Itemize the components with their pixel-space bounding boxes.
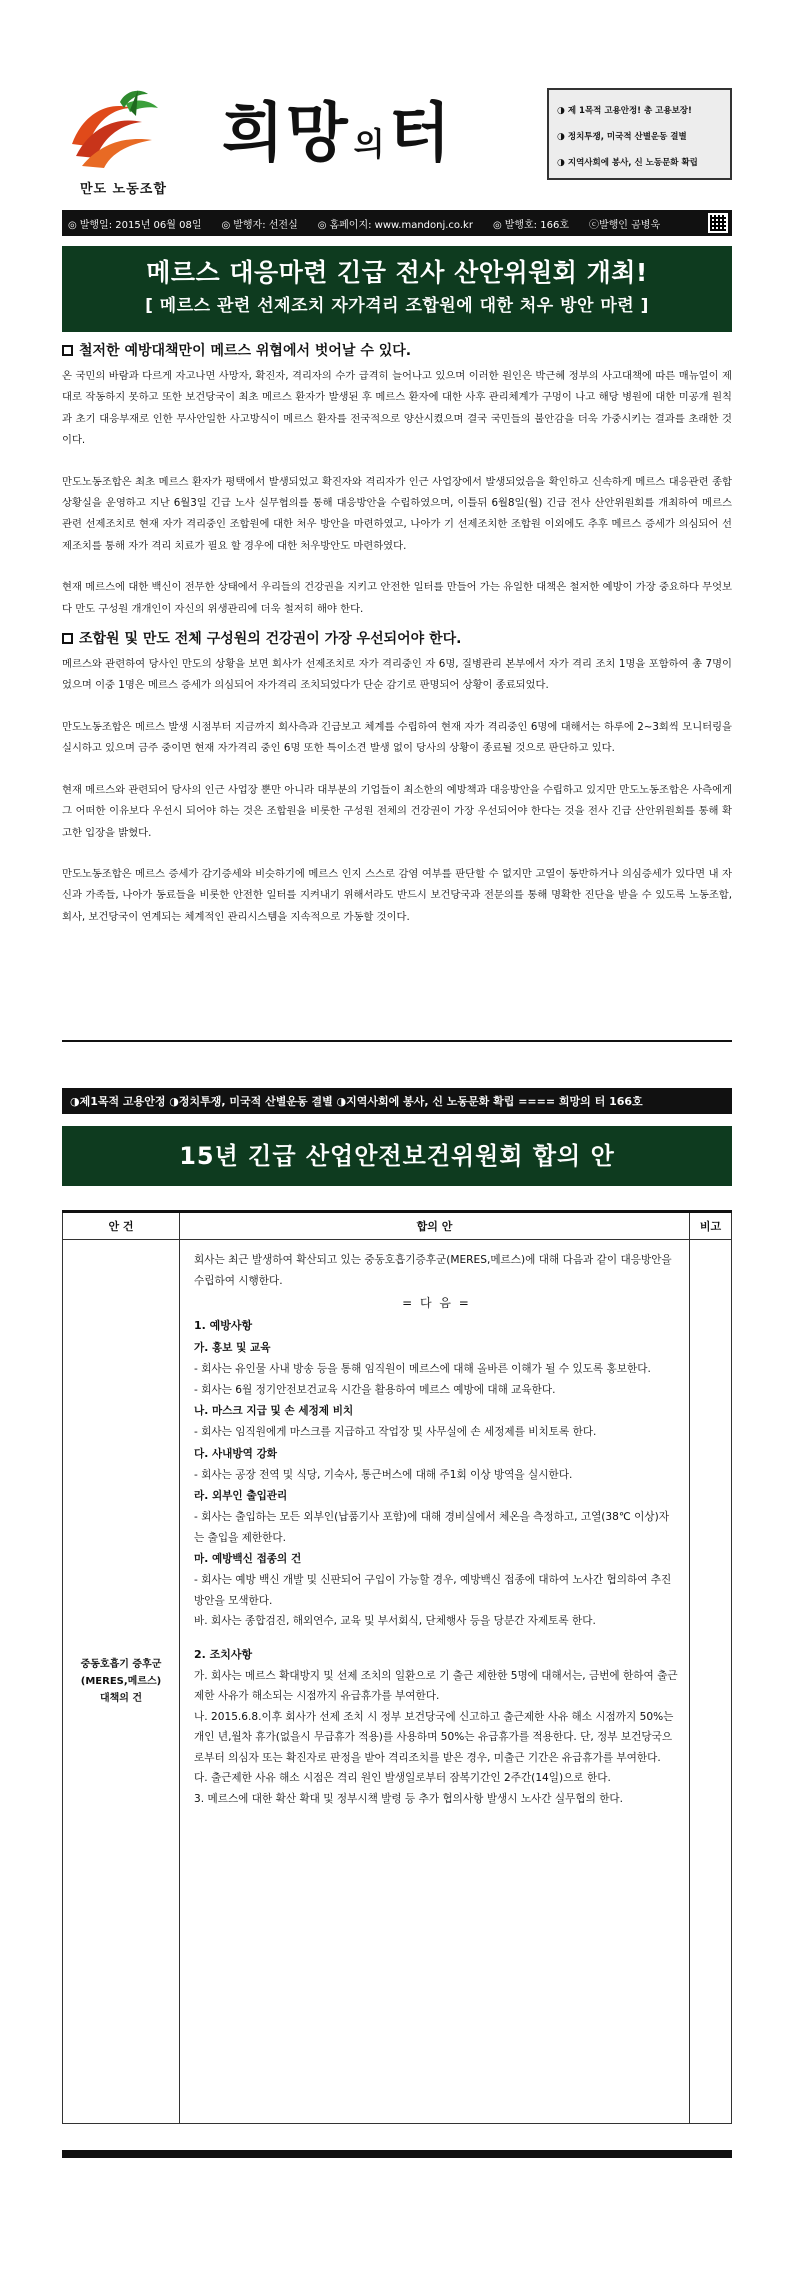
circle-dot-icon: ◎ (68, 219, 77, 231)
title-part1: 희망 (222, 97, 350, 171)
issue-number: ◎ 발행호: 166호 (492, 219, 569, 231)
agreement-subsection-title: 나. 마스크 지급 및 손 세정제 비치 (194, 1405, 354, 1417)
agreement-title: 15년 긴급 산업안전보건위원회 합의 안 (62, 1126, 732, 1186)
agreement-line: 3. 메르스에 대한 확산 확대 및 정부시책 발령 등 추가 협의사항 발생시 노사간 실무협의 한다. (194, 1792, 624, 1805)
paragraph: 현재 메르스와 관련되어 당사의 인근 사업장 뿐만 아니라 대부분의 기업들이 최소한의 예방책과 대응방안을 수립하고 있지만 만도노동조합은 사측에게 그 어떠한 이유보다 우선시 되어야 하는 것은 조합원을 비롯한 구성원 전체의 건강권이 가장 우선되어야 한다는 것을 전사 긴급 산안위원회를 통해 확고한 입장을 밝혔다. (62, 783, 732, 839)
paragraph: 현재 메르스에 대한 백신이 전무한 상태에서 우리들의 건강권을 지키고 안전한 일터를 만들어 가는 유일한 대책은 철저한 예방이 가장 중요하다 무엇보다 만도 구성원 개개인이 자신의 위생관리에 더욱 철저히 해야 한다. (62, 581, 732, 615)
masthead (62, 86, 732, 201)
paragraph: 만도노동조합은 메르스 증세가 감기증세와 비슷하기에 메르스 인지 스스로 감염 여부를 판단할 수 없지만 고열이 동반하거나 의심증세가 있다면 내 자신과 가족들, 나아가 동료들을 비롯한 안전한 일터를 지켜내기 위해서라도 반드시 보건당국과 전문의를 통해 명확한 진단을 받을 수 있도록 노동조합, 회사, 보건당국이 연계되는 체계적인 관리시스템을 지속적으로 가동할 것이다. (62, 867, 732, 923)
square-bullet-icon (62, 633, 73, 644)
title-connector: 의 (353, 125, 385, 163)
header-agenda: 안 건 (63, 1212, 180, 1240)
headline-subtitle: [ 메르스 관련 선제조치 자가격리 조합원에 대한 처우 방안 마련 ] (145, 296, 649, 316)
publisher: ◎ 발행자: 선전실 (221, 219, 298, 231)
slogan-bar: ◑제1목적 고용안정 ◑정치투쟁, 미국적 산별운동 결별 ◑지역사회에 봉사, 신 노동문화 확립 ==== 희망의 터 166호 (62, 1088, 732, 1114)
circle-dot-icon: ◎ (221, 219, 231, 231)
issue-date: ◎ 발행일: 2015년 06월 08일 (68, 219, 202, 231)
agreement-subsection-title: 다. 사내방역 강화 (194, 1447, 278, 1460)
table-header-row (63, 1212, 732, 1240)
slogan-box (547, 88, 732, 180)
headline-title: 메르스 대응마련 긴급 전사 산안위원회 개최! (146, 258, 648, 287)
union-logo-icon (66, 86, 166, 172)
square-bullet-icon (62, 345, 73, 356)
agreement-line: - 회사는 6월 정기안전보건교육 시간을 활용하여 메르스 예방에 대해 교육한다. (194, 1383, 556, 1396)
agenda-cell: 중동호흡기 증후군 (MERES,메르스) 대책의 건 (63, 1240, 180, 2124)
bullet-icon: ◑ (557, 158, 565, 168)
header-agreement: 합의 안 (180, 1212, 690, 1240)
agreement-line: - 회사는 출입하는 모든 외부인(납품기사 포함)에 대해 경비실에서 체온을 측정하고, 고열(38℃ 이상)자는 출입을 제한한다. (194, 1511, 670, 1544)
section-heading: 철저한 예방대책만이 메르스 위협에서 벗어날 수 있다. (62, 340, 732, 362)
agreement-line: - 회사는 예방 백신 개발 및 신판되어 구입이 가능할 경우, 예방백신 접종에 대하여 노사간 협의하여 추진방안을 모색한다. (194, 1574, 672, 1607)
bullet-icon: ◑ (557, 132, 565, 142)
agreement-line: 나. 2015.6.8.이후 회사가 선제 조치 시 정부 보건당국에 신고하고 출근제한 사유 해소 시점까지 50%는 개인 년,월차 휴가(없을시 무급휴가 적용)를 사용하며 50%는 유급휴가를 적용한다. 단, 정부 보건당국으로부터 의심자 또는 확진자로 판정을 받아 격리조치를 받은 경우, 미출근 기간은 유급휴가를 부여한다. (194, 1710, 674, 1764)
paragraph: 만도노동조합은 메르스 발생 시점부터 지금까지 회사측과 긴급보고 체계를 수립하여 현재 자가 격리중인 6명에 대해서는 하루에 2~3회씩 모니터링을 실시하고 있으며 금주 중이면 현재 자가격리 중인 6명 또한 특이소견 발생 없이 당사의 상황이 종료될 것으로 판단하고 있다. (62, 720, 732, 755)
slogan-line: ◑ 정치투쟁, 미국적 산별운동 결별 (557, 132, 687, 142)
agreement-line: 다. 출근제한 사유 해소 시점은 격리 원인 발생일로부터 잠복기간인 2주간(14일)으로 한다. (194, 1772, 611, 1784)
circle-dot-icon: ◎ (492, 219, 502, 231)
agreement-line: - 회사는 임직원에게 마스크를 지급하고 작업장 및 사무실에 손 세정제를 비치토록 한다. (194, 1426, 597, 1438)
header-note: 비고 (690, 1212, 732, 1240)
agreement-line: - 회사는 공장 전역 및 식당, 기숙사, 통근버스에 대해 주1회 이상 방역을 실시한다. (194, 1468, 573, 1481)
agreement-section-title: 1. 예방사항 (194, 1319, 253, 1332)
agreement-table (62, 1210, 732, 2124)
newsletter-title (222, 92, 452, 176)
bottom-rule (62, 2150, 732, 2158)
agreement-intro: 회사는 최근 발생하여 확산되고 있는 중동호흡기증후군(MERES,메르스)에 대해 다음과 같이 대응방안을 수립하여 시행한다. (194, 1254, 672, 1287)
agreement-line: 바. 회사는 종합검진, 해외연수, 교육 및 부서회식, 단체행사 등을 당분간 자제토록 한다. (194, 1615, 596, 1627)
agreement-subsection-title: 마. 예방백신 접종의 건 (194, 1553, 302, 1565)
agreement-subsection-title: 가. 홍보 및 교육 (194, 1342, 271, 1354)
bullet-icon: ◑ (557, 106, 565, 116)
union-name: 만도 노동조합 (80, 182, 167, 197)
page-divider (62, 1040, 732, 1042)
paragraph: 만도노동조합은 최초 메르스 환자가 평택에서 발생되었고 확진자와 격리자가 인근 사업장에서 발생되었음을 확인하고 신속하게 메르스 대응관련 종합 상황실을 운영하고 지난 6월3일 긴급 노사 실무협의를 통해 대응방안을 수립하였으며, 이틀뒤 6월8일(월) 긴급 전사 산안위원회를 개최하여 메르스 관련 선제조치로 현재 자가 격리중인 조합원에 대한 처우 방안을 마련하였고, 나아가 기 선제조치한 조합원 이외에도 추후 메르스 증세가 의심되어 선제조치를 통해 자가 격리 치료가 필요 할 경우에 대한 처우방안도 마련하였다. (62, 475, 733, 552)
agreement-subsection-title: 라. 외부인 출입관리 (194, 1490, 288, 1502)
qr-code-icon (708, 213, 728, 233)
headline-banner (62, 246, 732, 332)
agreement-line: 가. 회사는 메르스 확대방지 및 선제 조치의 일환으로 기 출근 제한한 5명에 대해서는, 금번에 한하여 출근제한 사유가 해소되는 시점까지 유급휴가를 부여한다. (194, 1669, 678, 1702)
section-heading: 조합원 및 만도 전체 구성원의 건강권이 가장 우선되어야 한다. (62, 628, 732, 650)
slogan-line: ◑ 지역사회에 봉사, 신 노동문화 확립 (557, 158, 698, 168)
paragraph: 온 국민의 바람과 다르게 자고나면 사망자, 확진자, 격리자의 수가 급격히 늘어나고 있으며 이러한 원인은 박근혜 정부의 사고대책에 따른 매뉴얼이 제대로 작동하지 못하고 또한 보건당국이 최초 메르스 환자가 발생된 후 메르스 환자에 대한 사후 관리체계가 구멍이 나고 해당 병원에 대한 미공개 원칙과 초기 대응부재로 인한 무사안일한 사고방식이 메르스 환자를 전국적으로 양산시켰으며 결국 국민들의 불안감을 더욱 가중시키는 결과를 초래한 것이다. (62, 370, 732, 447)
title-part2: 터 (388, 97, 453, 171)
paragraph: 메르스와 관련하여 당사인 만도의 상황을 보면 회사가 선제조치로 자가 격리중인 자 6명, 질병관리 본부에서 자가 격리 조치 1명을 포함하여 총 7명이었으며 이중 1명은 메르스 증세가 의심되어 자가격리 조치되었다가 단순 감기로 판명되어 상황이 종료되었다. (62, 658, 732, 692)
agreement-section-title: 2. 조치사항 (194, 1647, 253, 1661)
homepage-link[interactable]: ◎ 홈페이지: www.mandonj.co.kr (317, 219, 473, 231)
publication-info-bar (62, 210, 732, 236)
agreement-content-cell (180, 1240, 690, 2124)
agreement-center-heading: = 다 음 = (402, 1296, 471, 1310)
article-body (62, 338, 732, 928)
table-row (63, 1240, 732, 2124)
agreement-line: - 회사는 유인물 사내 방송 등을 통해 임직원이 메르스에 대해 올바른 이해가 될 수 있도록 홍보한다. (194, 1363, 651, 1375)
union-logo (62, 86, 172, 198)
circle-dot-icon: ◎ (317, 219, 327, 231)
copyright: ⓒ발행인 곰병욱 (588, 219, 661, 231)
slogan-line: ◑ 제 1목적 고용안정! 총 고용보장! (557, 106, 692, 116)
note-cell (690, 1240, 732, 2124)
